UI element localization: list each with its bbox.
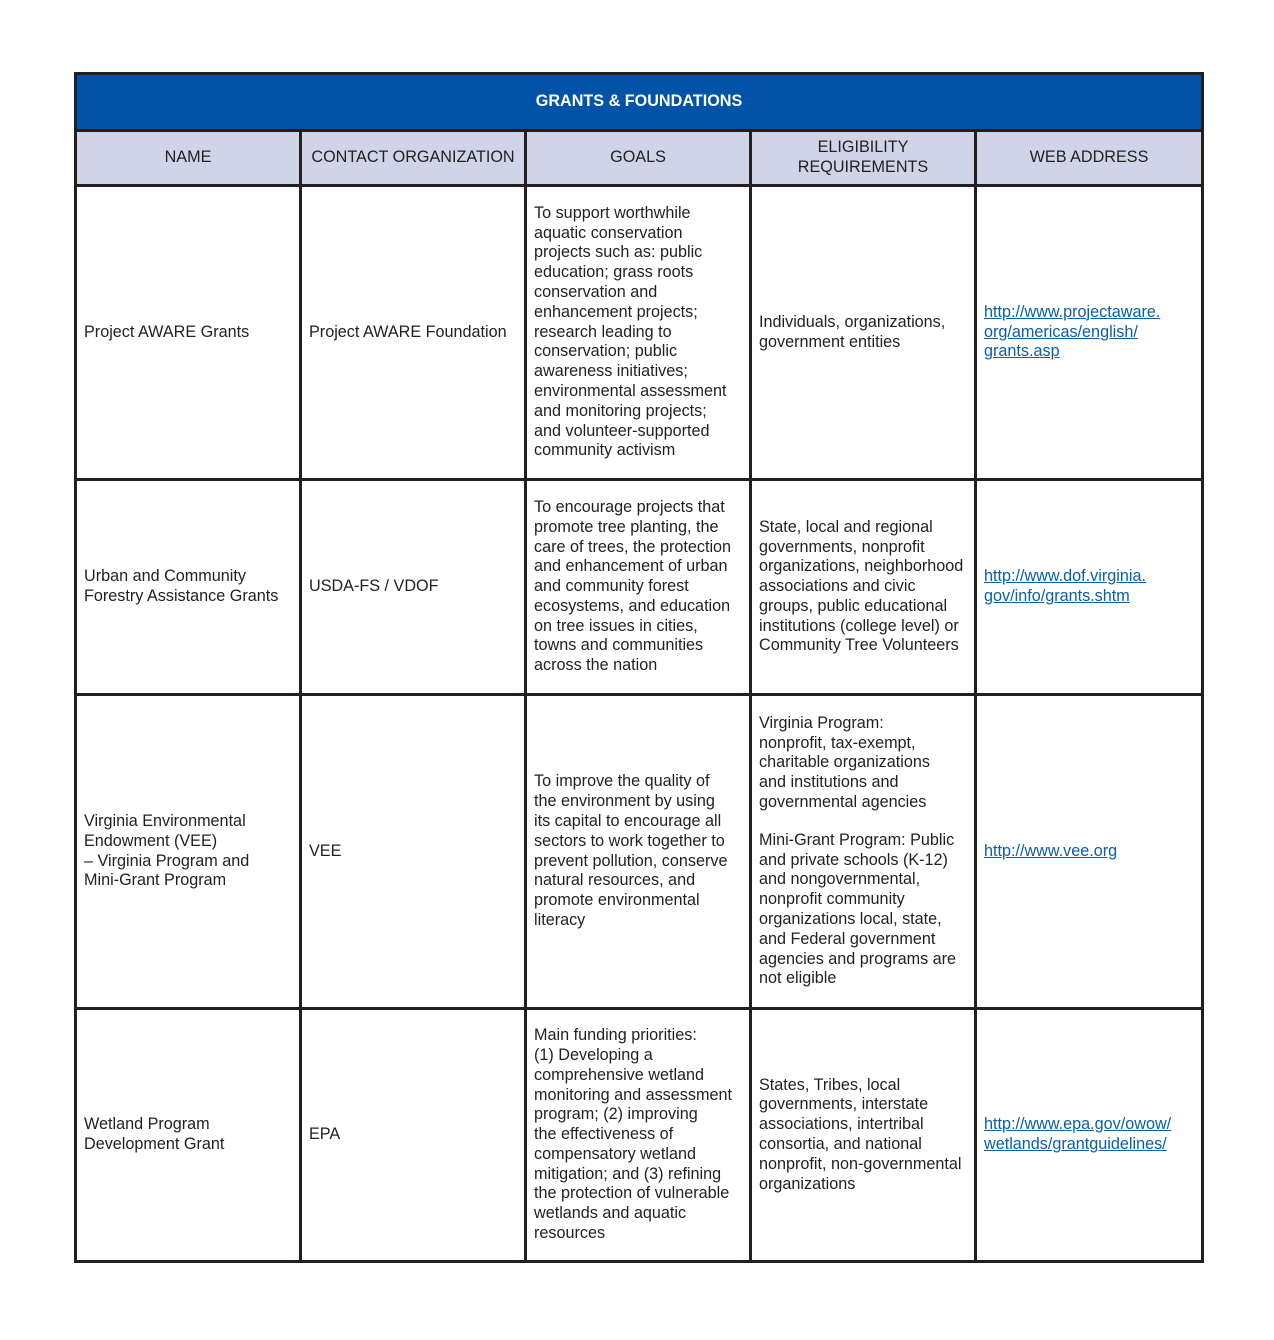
column-header-contact: CONTACT ORGANIZATION — [301, 131, 526, 186]
web-address-link[interactable]: http://www.vee.org — [984, 841, 1118, 860]
grant-name-cell: Virginia Environmental Endowment (VEE) – Virginia Program and Mini-Grant Program — [76, 695, 301, 1009]
goals-cell — [526, 1009, 751, 1262]
goals-cell — [526, 695, 751, 1009]
eligibility-text-virginia-program: Virginia Program: nonprofit, tax-exempt, charitable organizations and institutions and governmental agencies — [759, 713, 930, 811]
eligibility-cell — [751, 695, 976, 1009]
web-address-link[interactable]: http://www.epa.gov/owow/ wetlands/grantguidelines/ — [984, 1115, 1172, 1153]
eligibility-cell — [751, 186, 976, 480]
column-header-name: NAME — [76, 131, 301, 186]
column-header-web: WEB ADDRESS — [976, 131, 1203, 186]
web-address-link[interactable]: http://www.projectaware. org/americas/english/ grants.asp — [984, 302, 1161, 361]
goals-cell — [526, 480, 751, 695]
goals-text: To support worthwhile aquatic conservation projects such as: public education; grass roots conservation and enhancement projects; research leading to conservation; public awareness initiatives; environmental assessment and monitoring projects; and volunteer-supported community activism — [534, 203, 727, 460]
column-header-row — [76, 131, 1203, 186]
goals-cell — [526, 186, 751, 480]
table-row — [76, 186, 1203, 480]
web-address-cell — [976, 1009, 1203, 1262]
eligibility-text: Individuals, organizations, government entities — [759, 312, 946, 351]
table-title-row — [76, 74, 1203, 131]
table-row — [76, 1009, 1203, 1262]
contact-organization-cell: EPA — [301, 1009, 526, 1262]
eligibility-cell — [751, 480, 976, 695]
column-header-eligibility: ELIGIBILITY REQUIREMENTS — [751, 131, 976, 186]
eligibility-cell — [751, 1009, 976, 1262]
table-row — [76, 480, 1203, 695]
web-address-link[interactable]: http://www.dof.virginia. gov/info/grants.shtm — [984, 567, 1146, 605]
grant-name-cell: Urban and Community Forestry Assistance Grants — [76, 480, 301, 695]
goals-text: To improve the quality of the environment by using its capital to encourage all sectors to work together to prevent pollution, conserve natural resources, and promote environmental literacy — [534, 772, 728, 929]
column-header-goals: GOALS — [526, 131, 751, 186]
web-address-cell — [976, 186, 1203, 480]
contact-organization-cell: VEE — [301, 695, 526, 1009]
table-title: GRANTS & FOUNDATIONS — [76, 74, 1203, 131]
goals-text: Main funding priorities: (1) Developing a comprehensive wetland monitoring and assessment program; (2) improving the effectiveness of compensatory wetland mitigation; and (3) refining the protection of vulnerable wetlands and aquatic resources — [534, 1026, 732, 1243]
eligibility-text: States, Tribes, local governments, interstate associations, intertribal consortia, and national nonprofit, non-governmental organizations — [759, 1075, 962, 1193]
goals-text: To encourage projects that promote tree planting, the care of trees, the protection and enhancement of urban and community forest ecosystems, and education on tree issues in cities, towns and communities across the nation — [534, 497, 732, 675]
eligibility-text: State, local and regional governments, nonprofit organizations, neighborhood associations and civic groups, public educational institutions (college level) or Community Tree Volunteers — [759, 517, 964, 655]
contact-organization-cell: USDA-FS / VDOF — [301, 480, 526, 695]
eligibility-text-mini-grant-program: Mini-Grant Program: Public and private schools (K-12) and nongovernmental, nonprofit community organizations local, state, and Federal government agencies and programs are not eligible — [759, 830, 957, 988]
grant-name-cell: Project AWARE Grants — [76, 186, 301, 480]
grant-name-cell: Wetland Program Development Grant — [76, 1009, 301, 1262]
contact-organization-cell: Project AWARE Foundation — [301, 186, 526, 480]
table-row — [76, 695, 1203, 1009]
web-address-cell — [976, 480, 1203, 695]
grants-table — [74, 72, 1204, 1263]
web-address-cell — [976, 695, 1203, 1009]
